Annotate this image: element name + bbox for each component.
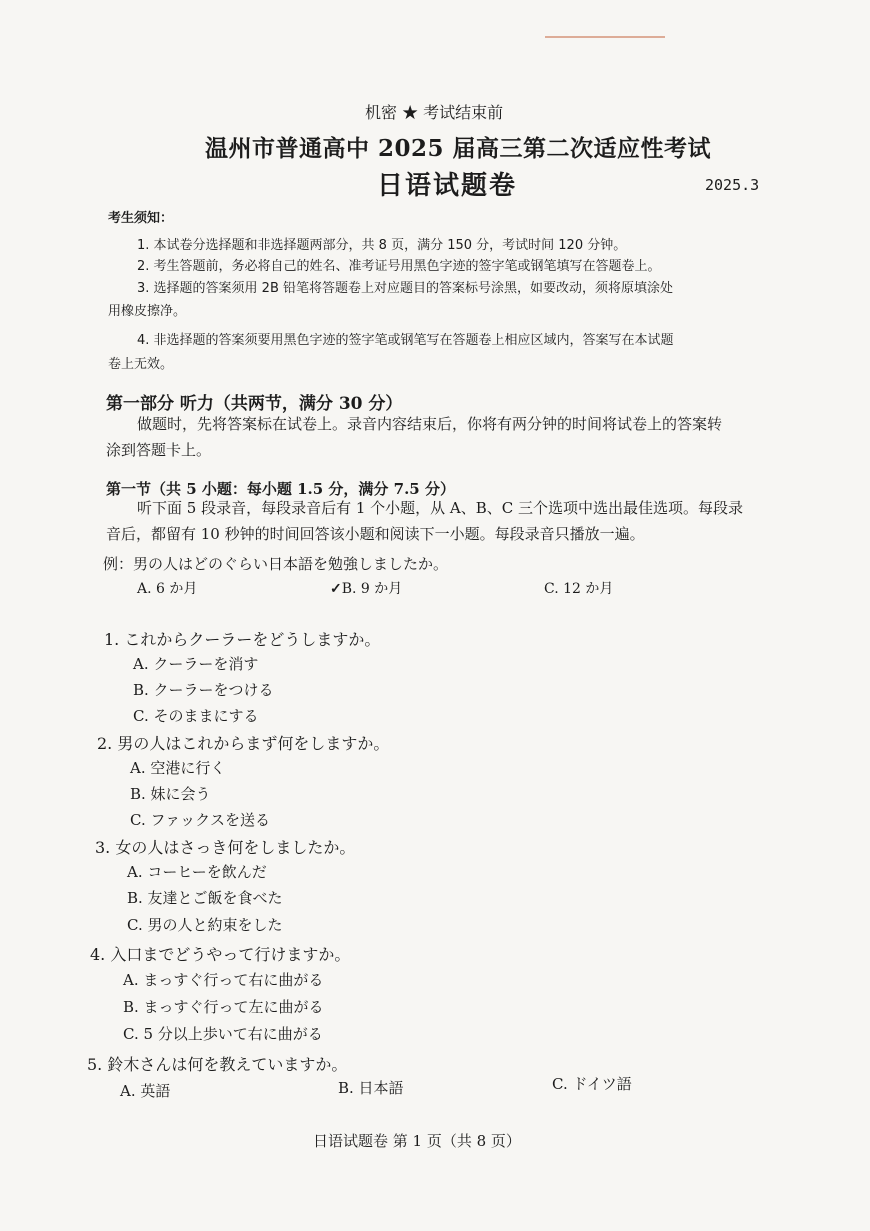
question-2-option-b: B. 妹に会う [130,785,211,803]
question-5-option-c: C. ドイツ語 [552,1075,632,1093]
question-1-option-c: C. そのままにする [133,707,259,725]
notice-heading: 考生须知： [108,211,174,226]
page-footer: 日语试题卷 第 1 页（共 8 页） [313,1132,521,1150]
notice-item-1: 1. 本试卷分选择题和非选择题两部分，共 8 页，满分 150 分，考试时间 120 分钟。 [137,238,627,253]
part-1-heading: 第一部分 听力（共两节，满分 30 分） [106,394,403,414]
notice-item-2: 2. 考生答题前，务必将自己的姓名、准考证号用黑色字迹的签字笔或钢笔填写在答题卷上。 [137,259,661,274]
question-4: 4. 入口までどうやって行けますか。 [90,945,351,964]
confidential-label: 机密 ★ 考试结束前 [365,103,504,122]
section-1-instructions-line-1: 听下面 5 段录音，每段录音后有 1 个小题，从 A、B、C 三个选项中选出最佳选项。每段录 [137,499,744,517]
example-option-b [330,578,402,598]
notice-item-3-line-2: 用橡皮擦净。 [108,304,187,319]
question-2-option-c: C. ファックスを送る [130,811,271,829]
example-option-b-label: B. 9 か月 [341,581,403,597]
question-5-option-b: B. 日本語 [338,1079,404,1097]
notice-item-4-line-2: 卷上无效。 [108,357,174,372]
question-3-option-a: A. コーヒーを飲んだ [127,863,267,881]
question-2-option-a: A. 空港に行く [130,759,226,777]
question-1-option-b: B. クーラーをつける [133,681,274,699]
example-option-a: A. 6 か月 [137,581,198,597]
question-4-option-c: C. 5 分以上歩いて右に曲がる [123,1025,323,1043]
part-1-instructions-line-1: 做题时，先将答案标在试卷上。录音内容结束后，你将有两分钟的时间将试卷上的答案转 [137,415,723,433]
section-1-instructions-line-2: 音后，都留有 10 秒钟的时间回答该小题和阅读下一小题。每段录音只播放一遍。 [106,525,645,543]
question-4-option-a: A. まっすぐ行って右に曲がる [123,971,324,989]
notice-item-4-line-1: 4. 非选择题的答案须要用黑色字迹的签字笔或钢笔写在答题卷上相应区域内，答案写在本试题 [137,333,674,348]
example-question: 例：男の人はどのぐらい日本語を勉強しましたか。 [103,555,449,573]
notice-item-3-line-1: 3. 选择题的答案须用 2B 铅笔将答题卷上对应题目的答案标号涂黑，如要改动，须将原填涂处 [137,281,673,296]
question-2: 2. 男の人はこれからまず何をしますか。 [97,734,390,753]
check-mark-icon: ✓ [330,581,342,597]
question-4-option-b: B. まっすぐ行って左に曲がる [123,998,324,1016]
question-3-option-b: B. 友達とご飯を食べた [127,889,283,907]
question-5-option-a: A. 英語 [120,1082,171,1100]
exam-subtitle: 日语试题卷 [377,171,518,201]
section-1-heading: 第一节（共 5 小题：每小题 1.5 分，满分 7.5 分） [106,480,455,498]
example-option-c: C. 12 か月 [544,581,614,597]
part-1-instructions-line-2: 涂到答题卡上。 [106,441,212,459]
exam-title: 温州市普通高中 2025 届高三第二次适应性考试 [205,135,712,162]
question-5: 5. 鈴木さんは何を教えていますか。 [87,1055,348,1074]
question-1: 1. これからクーラーをどうしますか。 [104,630,381,649]
scan-mark [545,36,665,38]
question-1-option-a: A. クーラーを消す [133,655,259,673]
exam-date: 2025.3 [705,176,760,194]
question-3-option-c: C. 男の人と約束をした [127,916,283,934]
question-3: 3. 女の人はさっき何をしましたか。 [95,838,356,857]
